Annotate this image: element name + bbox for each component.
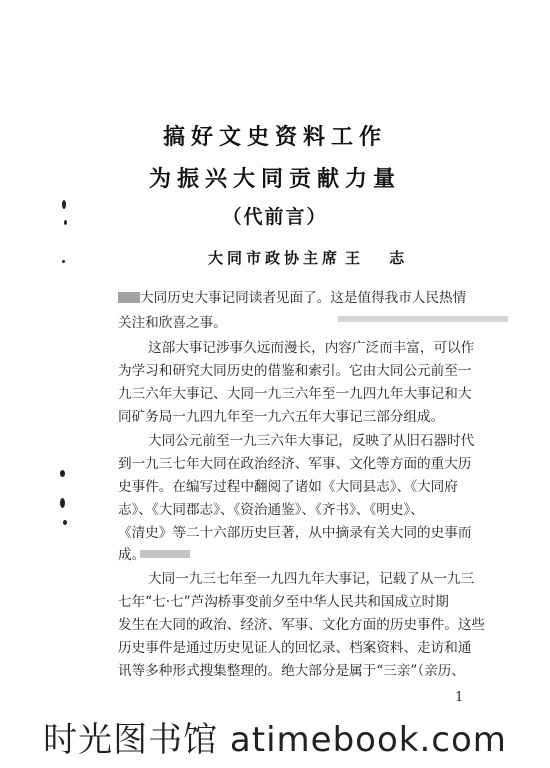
binding-mark: [64, 220, 67, 225]
body-line: 同矿务局一九四九年至一九六五年大事记三部分组成。: [118, 409, 445, 425]
body-line: 历史事件是通过历史见证人的回忆录、档案资料、走访和通: [118, 640, 472, 656]
scan-smudge: [338, 316, 508, 322]
body-line: 这部大事记涉事久远而漫长，内容广泛而丰富，可以作: [148, 340, 475, 356]
body-line: 发生在大同的政治、经济、军事、文化方面的历史事件。这些: [118, 617, 486, 633]
body-line: 大同一九三七年至一九四九年大事记，记载了从一九三: [148, 571, 475, 587]
scan-smudge: [140, 550, 190, 558]
binding-mark: [60, 498, 65, 508]
body-line: 成。: [118, 547, 146, 563]
page-number: 1: [455, 690, 464, 705]
watermark-text: 时光图书馆 atimebook.com: [43, 720, 507, 760]
binding-mark: [62, 260, 65, 263]
body-line: 讯等多种形式搜集整理的。绝大部分是属于“三亲”（亲历、: [118, 663, 465, 679]
body-line: 史事件。在编写过程中翻阅了诸如《大同县志》、《大同府: [118, 479, 458, 495]
body-line: 为学习和研究大同历史的借鉴和索引。它由大同公元前至一: [118, 363, 472, 379]
scan-smudge: [118, 292, 140, 303]
body-line: 《清史》等二十六部历史巨著，从中摘录有关大同的史事而: [118, 525, 472, 541]
body-line: 九三六年大事记、大同一九三六年至一九四九年大事记和大: [118, 386, 472, 402]
body-line: 大同历史大事记同读者见面了。这是值得我市人民热情: [140, 290, 467, 306]
binding-mark: [63, 520, 67, 525]
body-line: 到一九三七年大同在政治经济、军事、文化等方面的重大历: [118, 456, 472, 472]
author-role: 大同市政协主席: [208, 249, 342, 267]
body-line: 关注和欣喜之事。: [118, 315, 227, 331]
author-name: 王 志: [345, 249, 417, 267]
body-line: 七年“七·七”芦沟桥事变前夕至中华人民共和国成立时期: [118, 594, 449, 610]
body-line: 大同公元前至一九三六年大事记，反映了从旧石器时代: [148, 433, 475, 449]
binding-mark: [62, 200, 66, 209]
title-line-3: （代前言）: [222, 206, 328, 228]
body-line: 志》、《大同郡志》、《资治通鉴》、《齐书》、《明史》、: [118, 502, 424, 518]
title-line-1: 搞好文史资料工作: [162, 125, 387, 150]
binding-mark: [60, 470, 65, 477]
title-line-2: 为振兴大同贡献力量: [148, 167, 401, 192]
